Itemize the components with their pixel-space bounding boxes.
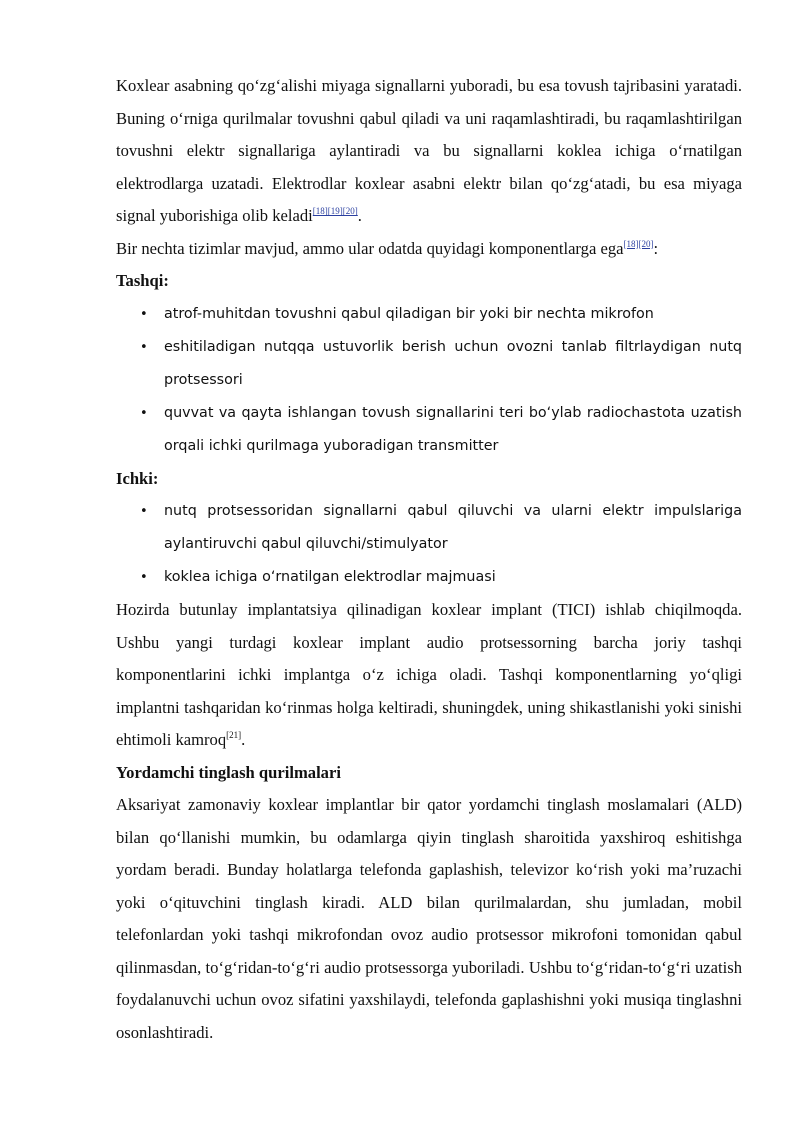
intro-end: . <box>357 206 362 225</box>
list-item <box>116 397 742 463</box>
internal-list <box>116 495 742 594</box>
intro-paragraph <box>116 70 742 233</box>
document-page <box>116 70 742 1049</box>
list-item-text: atrof-muhitdan tovushni qabul qiladigan bir yoki bir nechta mikrofon <box>164 305 654 322</box>
tici-end: . <box>241 730 246 749</box>
bullet-icon: • <box>140 339 148 355</box>
list-item-text: nutq protsessoridan signallarni qabul qiluvchi va ularni elektr impulslariga aylantiruvchi qabul qiluvchi/stimulyator <box>164 503 742 552</box>
bullet-icon: • <box>140 570 148 585</box>
citation-link[interactable]: [18][20] <box>623 238 654 249</box>
bullet-icon: • <box>140 405 148 421</box>
internal-heading: Ichki: <box>116 468 159 488</box>
external-list <box>116 298 742 463</box>
list-item <box>116 495 742 561</box>
intro-citation[interactable] <box>313 206 358 216</box>
external-heading: Tashqi: <box>116 271 169 290</box>
tici-text: Hozirda butunlay implantatsiya qilinadigan koxlear implant (TICI) ishlab chiqilmoqda. Ushbu yangi turdagi koxlear implant audio protsessorning barcha joriy tashqi komponentlarini ichki implantga o‘z ichiga oladi. Tashqi komponentlarning yo‘qligi implantni tashqaridan ko‘rinmas holga keltiradi, shuningdek, uning shikastlanishi yoki sinishi ehtimoli kamroq <box>116 600 742 749</box>
ald-paragraph: Aksariyat zamonaviy koxlear implantlar bir qator yordamchi tinglash moslamalari (ALD) bilan qo‘llanishi mumkin, bu odamlarga qiyin tinglash sharoitida yaxshiroq eshitishga yordam beradi. Bunday holatlarga telefonda gaplashish, televizor ko‘rish yoki ma’ruzachi yoki o‘qituvchini tinglash kiradi. ALD bilan qurilmalardan, shu jumladan, mobil telefonlardan yoki tashqi mikrofondan ovoz audio protsessor mikrofoni tomonidan qabul qilinmasdan, to‘g‘ridan-to‘g‘ri audio protsessorga yuboriladi. Ushbu to‘g‘ridan-to‘g‘ri uzatish foydalanuvchi uchun ovoz sifatini yaxshilaydi, telefonda gaplashishni yoki musiqa tinglashni osonlashtiradi. <box>116 795 742 1042</box>
systems-citation[interactable] <box>624 239 654 249</box>
list-item <box>116 561 742 594</box>
intro-text: Koxlear asabning qo‘zg‘alishi miyaga signallarni yuboradi, bu esa tovush tajribasini yaratadi. Buning o‘rniga qurilmalar tovushni qabul qiladi va uni raqamlashtiradi, bu raqamlashtirilgan tovushni elektr signallariga aylantiradi va bu signallarni koklea ichiga o‘rnatilgan elektrodlarga uzatadi. Elektrodlar koxlear asabni elektr bilan qo‘zg‘atadi, bu esa miyaga signal yuborishiga olib keladi <box>116 76 742 225</box>
list-item-text: koklea ichiga o‘rnatilgan elektrodlar majmuasi <box>164 569 496 585</box>
tici-citation: [21] <box>226 730 242 740</box>
citation-link[interactable]: [18][19][20] <box>312 206 358 216</box>
systems-end: : <box>653 238 659 258</box>
systems-text: Bir nechta tizimlar mavjud, ammo ular odatda quyidagi komponentlarga ega <box>116 238 624 258</box>
bullet-icon: • <box>140 504 148 519</box>
ald-heading: Yordamchi tinglash qurilmalari <box>116 762 341 782</box>
list-item-text: eshitiladigan nutqqa ustuvorlik berish uchun ovozni tanlab filtrlaydigan nutq protsessori <box>164 338 742 388</box>
list-item <box>116 298 742 331</box>
tici-paragraph <box>116 594 742 757</box>
systems-paragraph <box>116 233 742 266</box>
list-item <box>116 331 742 397</box>
list-item-text: quvvat va qayta ishlangan tovush signallarini teri bo‘ylab radiochastota uzatish orqali ichki qurilmaga yuboradigan transmitter <box>164 404 742 454</box>
bullet-icon: • <box>140 306 148 322</box>
